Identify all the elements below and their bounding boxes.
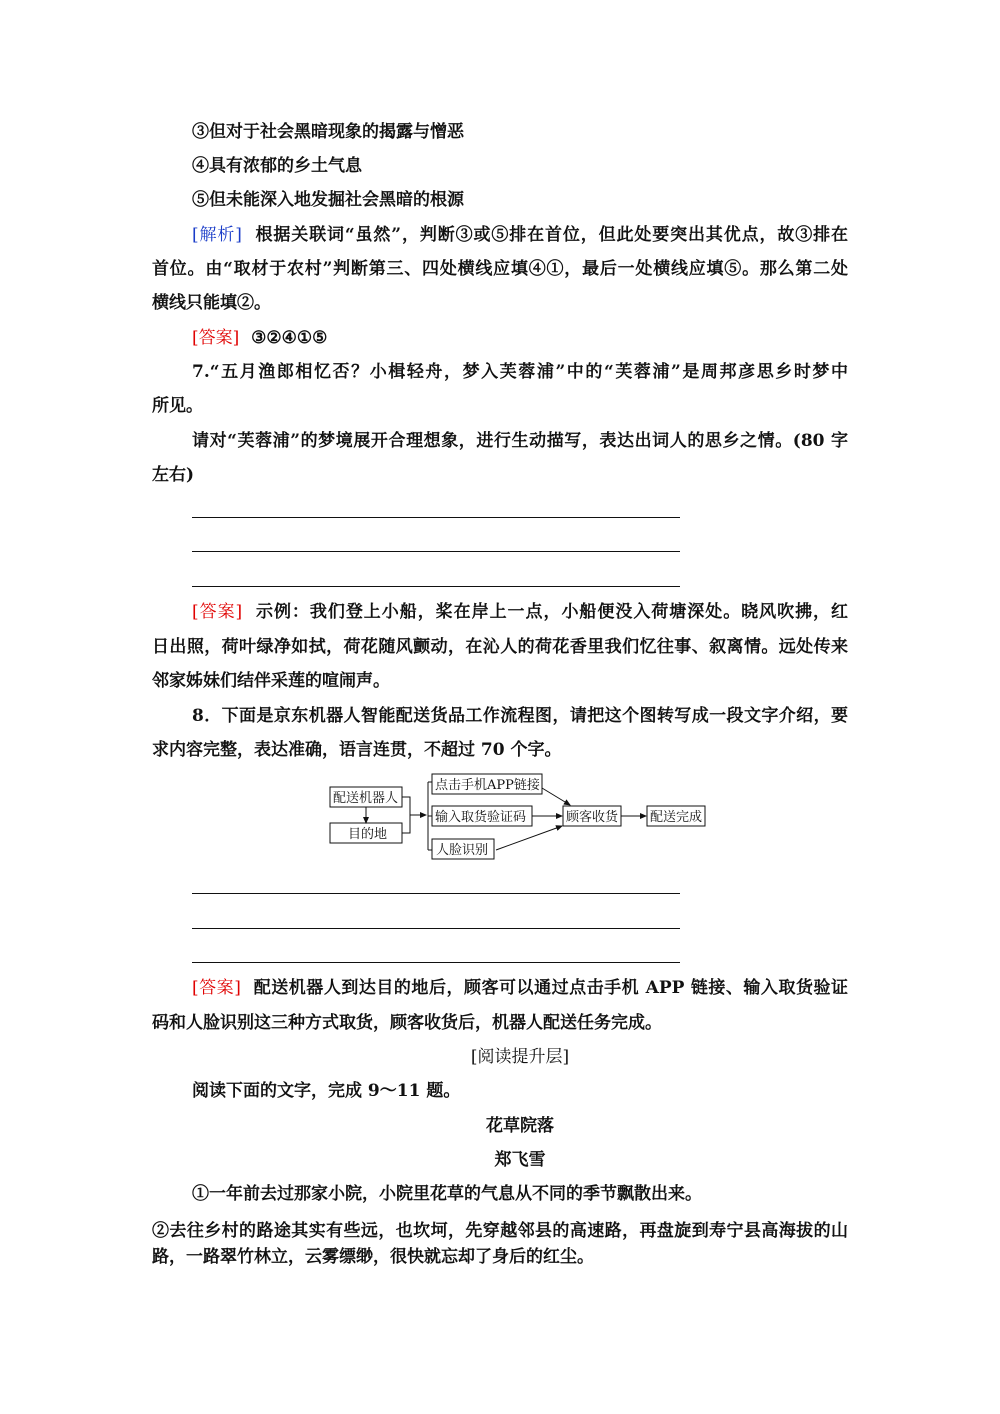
answer-tag: [答案] — [192, 978, 241, 998]
q8-question-line-1: 8．下面是京东机器人智能配送货品工作流程图，请把这个图转写成一段文字介绍，要 — [192, 706, 848, 726]
q6-analysis-line-2: 首位。由“取材于农村”判断第三、四处横线应填④①，最后一处横线应填⑤。那么第二处 — [152, 259, 848, 279]
analysis-text: 根据关联词“虽然”，判断③或⑤排在首位，但此处要突出其优点，故③排在 — [255, 225, 848, 245]
analysis-tag: [解析] — [192, 225, 242, 245]
answer-blank-line[interactable] — [192, 962, 680, 963]
q6-answer — [192, 326, 848, 350]
flow-face-label: 人脸识别 — [436, 843, 489, 858]
q7-answer-line-2: 日出照，荷叶绿净如拭，荷花随风颤动，在沁人的荷花香里我们忆往事、叙离情。远处传来 — [152, 637, 848, 657]
option-3: ③但对于社会黑暗现象的揭露与憎恶 — [192, 122, 464, 142]
article-paragraph-2-line-2: 路，一路翠竹林立，云雾缥缈，很快就忘却了身后的红尘。 — [152, 1247, 594, 1267]
answer-tag: [答案] — [192, 328, 240, 348]
answer-blank-line[interactable] — [192, 893, 680, 894]
flow-code-label: 输入取货验证码 — [435, 810, 527, 825]
answer-text: 示例：我们登上小船，桨在岸上一点，小船便没入荷塘深处。晓风吹拂，红 — [255, 602, 849, 622]
q6-analysis-line-1 — [192, 223, 848, 247]
section-heading: [阅读提升层] — [470, 1047, 570, 1067]
flow-done-label: 配送完成 — [650, 810, 703, 825]
answer-text: ③②④①⑤ — [251, 328, 328, 348]
option-4: ④具有浓郁的乡土气息 — [192, 156, 362, 176]
answer-blank-line[interactable] — [192, 928, 680, 929]
option-5: ⑤但未能深入地发掘社会黑暗的根源 — [192, 190, 464, 210]
article-title: 花草院落 — [486, 1116, 554, 1136]
flow-destination-label: 目的地 — [348, 827, 388, 842]
q8-question-line-2: 求内容完整，表达准确，语言连贯，不超过 70 个字。 — [152, 740, 562, 760]
answer-blank-line[interactable] — [192, 586, 680, 587]
q8-answer-line-1 — [192, 976, 848, 1000]
q7-answer-line-3: 邻家姊妹们结伴采莲的喧闹声。 — [152, 671, 390, 691]
answer-blank-line[interactable] — [192, 551, 680, 552]
flowchart — [320, 770, 720, 865]
reading-intro: 阅读下面的文字，完成 9～11 题。 — [192, 1081, 461, 1101]
flow-robot-label: 配送机器人 — [333, 791, 399, 806]
article-paragraph-2-line-1: ②去往乡村的路途其实有些远，也坎坷，先穿越邻县的高速路，再盘旋到寿宁县高海拔的山 — [152, 1221, 848, 1241]
answer-tag: [答案] — [192, 602, 243, 622]
flow-app-label: 点击手机APP链接 — [435, 778, 540, 793]
answer-text: 配送机器人到达目的地后，顾客可以通过点击手机 APP 链接、输入取货验证 — [253, 978, 849, 998]
q7-prompt-line-1: 请对“芙蓉浦”的梦境展开合理想象，进行生动描写，表达出词人的思乡之情。(80 字 — [192, 431, 848, 451]
q7-question-line-2: 所见。 — [152, 396, 203, 416]
flow-receive-label: 顾客收货 — [566, 810, 619, 825]
q6-analysis-line-3: 横线只能填②。 — [152, 293, 271, 313]
q7-prompt-line-2: 左右) — [152, 465, 195, 485]
q7-question-line-1: 7.“五月渔郎相忆否？小楫轻舟，梦入芙蓉浦”中的“芙蓉浦”是周邦彦思乡时梦中 — [192, 362, 848, 382]
q7-answer-line-1 — [192, 600, 848, 624]
answer-blank-line[interactable] — [192, 517, 680, 518]
article-paragraph-1: ①一年前去过那家小院，小院里花草的气息从不同的季节飘散出来。 — [192, 1184, 702, 1204]
article-author: 郑飞雪 — [494, 1150, 546, 1170]
q8-answer-line-2: 码和人脸识别这三种方式取货，顾客收货后，机器人配送任务完成。 — [152, 1013, 662, 1033]
